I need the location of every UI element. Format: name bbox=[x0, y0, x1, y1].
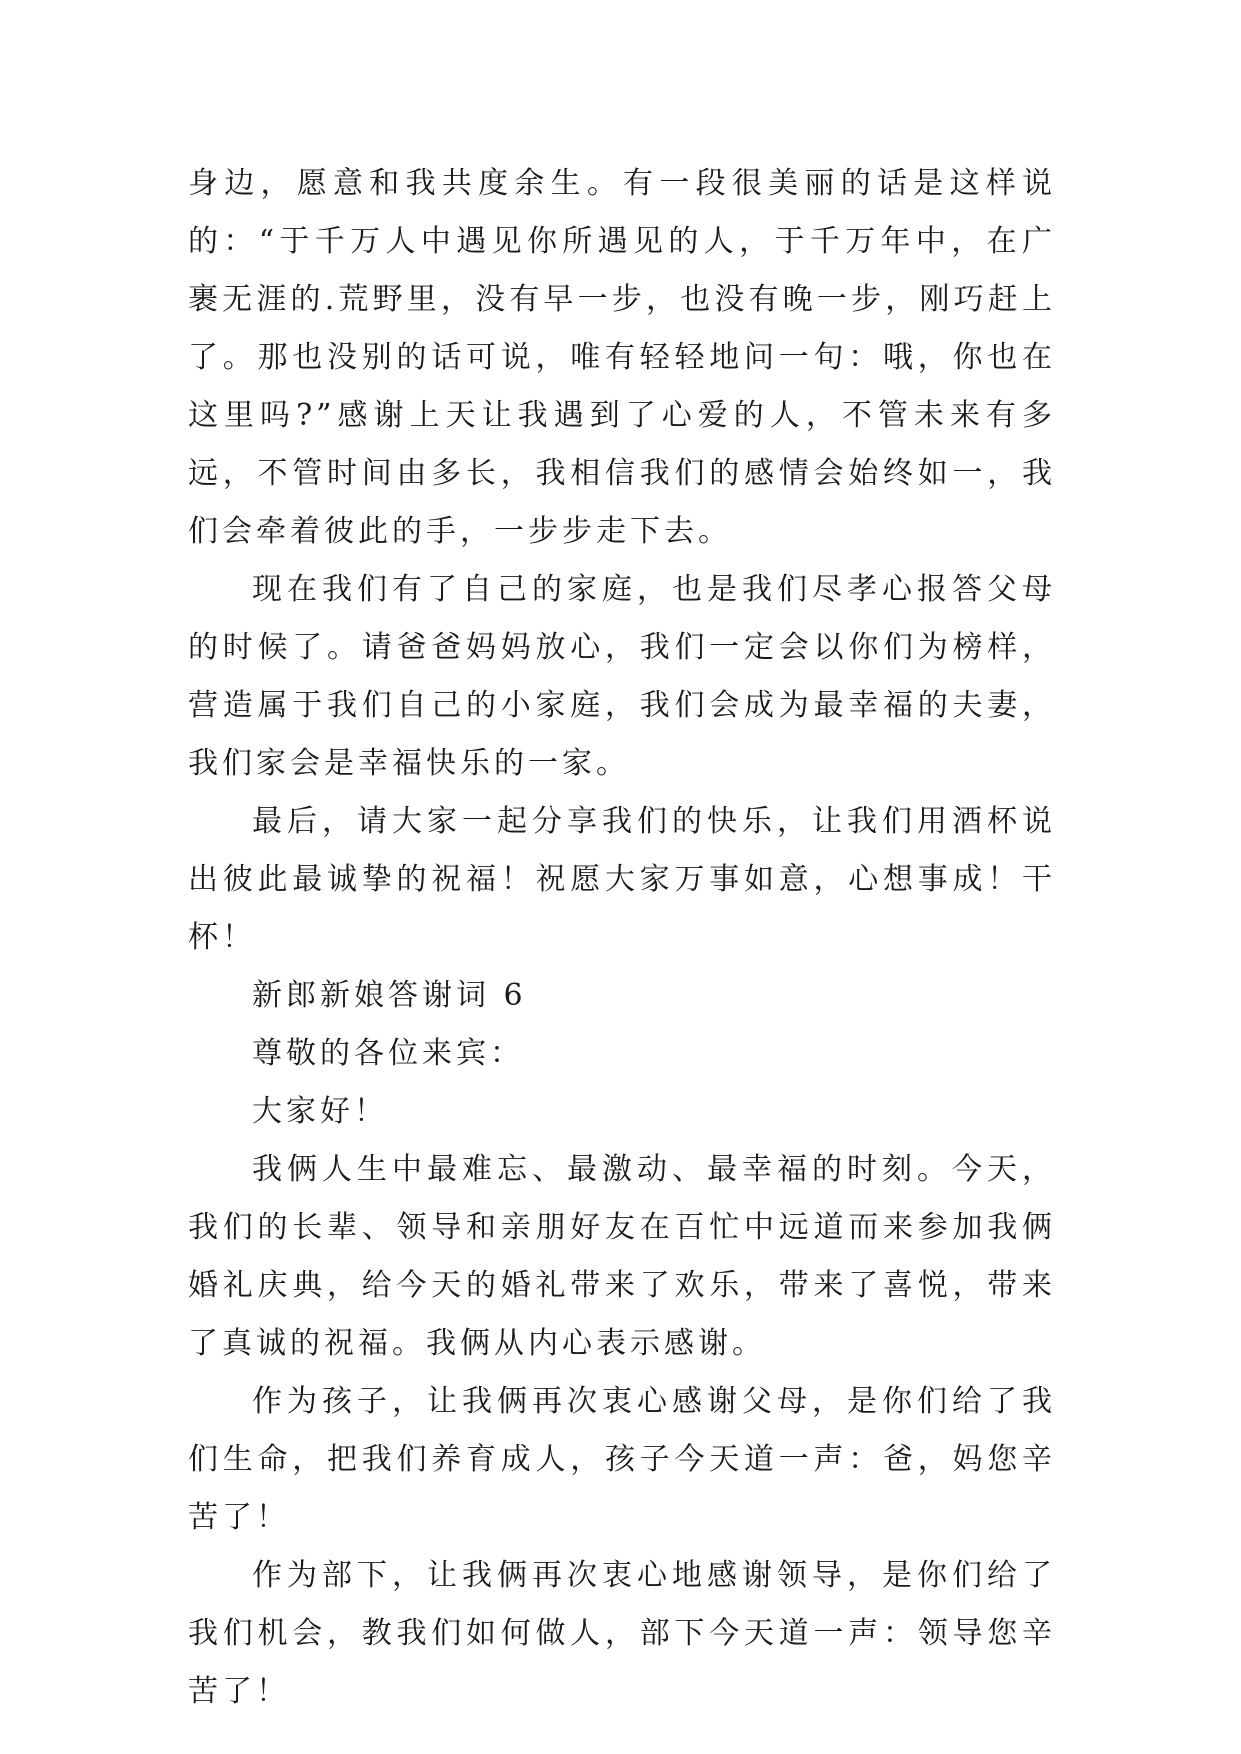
section-heading: 新郎新娘答谢词 6 bbox=[252, 978, 527, 1013]
paragraph-parents: 作为孩子，让我俩再次衷心感谢父母，是你们给了我们生命，把我们养育成人，孩子今天道一声：爸，妈您辛苦了！ bbox=[188, 1384, 1056, 1535]
salutation: 尊敬的各位来宾： bbox=[252, 1036, 524, 1071]
paragraph-toast: 最后，请大家一起分享我们的快乐，让我们用酒杯说出彼此最诚挚的祝福！祝愿大家万事如意，心想事成！干杯！ bbox=[188, 804, 1056, 955]
document-page bbox=[188, 155, 1056, 1721]
paragraph-continuation: 身边，愿意和我共度余生。有一段很美丽的话是这样说的：“于千万人中遇见你所遇见的人，于千万年中，在广裹无涯的.荒野里，没有早一步，也没有晚一步，刚巧赶上了。那也没别的话可说，唯有轻轻地问一句：哦，你也在这里吗?”感谢上天让我遇到了心爱的人，不管未来有多远，不管时间由多长，我相信我们的感情会始终如一，我们会牵着彼此的手，一步步走下去。 bbox=[188, 166, 1056, 549]
paragraph-family: 现在我们有了自己的家庭，也是我们尽孝心报答父母的时候了。请爸爸妈妈放心，我们一定会以你们为榜样，营造属于我们自己的小家庭，我们会成为最幸福的夫妻，我们家会是幸福快乐的一家。 bbox=[188, 572, 1056, 781]
greeting: 大家好！ bbox=[252, 1094, 388, 1129]
paragraph-leaders: 作为部下，让我俩再次衷心地感谢领导，是你们给了我们机会，教我们如何做人，部下今天道一声：领导您辛苦了！ bbox=[188, 1558, 1056, 1709]
paragraph-thanks: 我俩人生中最难忘、最激动、最幸福的时刻。今天，我们的长辈、领导和亲朋好友在百忙中远道而来参加我俩婚礼庆典，给今天的婚礼带来了欢乐，带来了喜悦，带来了真诚的祝福。我俩从内心表示感谢。 bbox=[188, 1152, 1056, 1361]
